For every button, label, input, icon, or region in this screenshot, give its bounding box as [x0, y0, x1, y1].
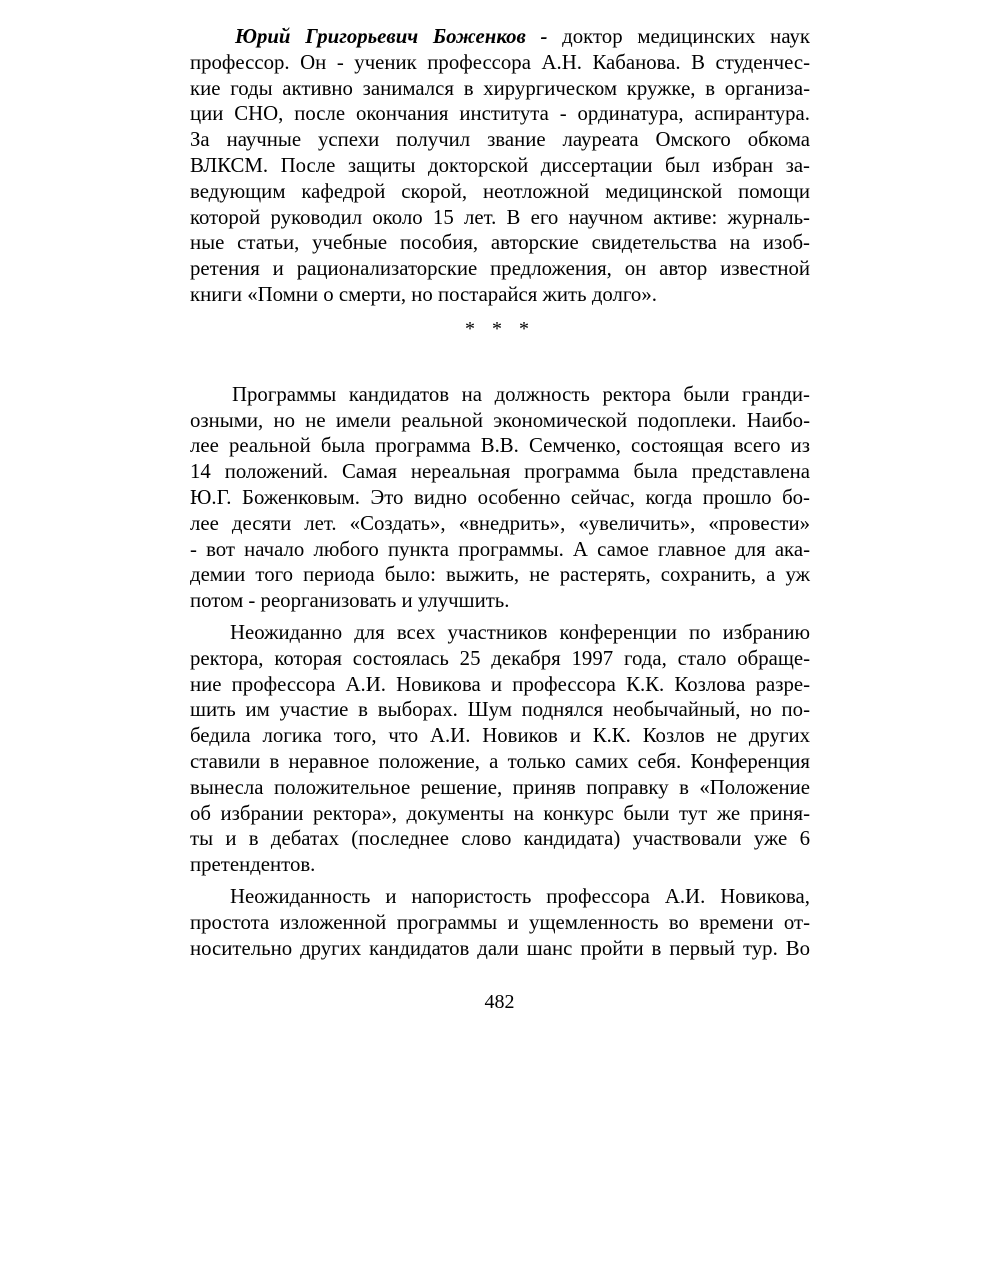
text-line: потом - реорганизовать и улучшить. — [190, 589, 510, 613]
text-line: лее десяти лет. «Создать», «внедрить», «увеличить», «провести» — [190, 511, 810, 535]
text-line: Неожиданность и напористость профессора А.И. Новикова, — [230, 884, 810, 908]
text-line: озными, но не имели реальной экономической подоплеки. Наибо- — [190, 408, 810, 432]
text-line: шить им участие в выборах. Шум поднялся необычайный, но по- — [190, 698, 810, 722]
text-line: профессор. Он - ученик профессора А.Н. Кабанова. В студенчес- — [190, 50, 810, 74]
text-line: лее реальной была программа В.В. Семченко, состоящая всего из — [190, 434, 810, 458]
text-line: книги «Помни о смерти, но постарайся жить долго». — [190, 282, 657, 306]
text-line: вынесла положительное решение, приняв поправку в «Положение — [190, 775, 810, 799]
text-line: ставили в неравное положение, а только самих себя. Конференция — [190, 749, 810, 773]
text-line: ретения и рационализаторские предложения, он автор известной — [190, 257, 810, 281]
bio-name: Юрий Григорьевич Боженков - — [235, 25, 548, 48]
bio-line: доктор медицинских наук — [547, 25, 810, 48]
spacer — [190, 342, 810, 382]
text-line: ты и в дебатах (последнее слово кандидата) участвовали уже 6 — [190, 827, 810, 851]
text-line: кие годы активно занимался в хирургическом кружке, в организа- — [190, 76, 810, 100]
text-line: ВЛКСМ. После защиты докторской диссертации был избран за- — [190, 153, 810, 177]
text-line: демии того периода было: выжить, не растерять, сохранить, а уж — [190, 563, 810, 587]
paragraph-3 — [190, 884, 810, 961]
section-separator: * * * — [465, 317, 535, 340]
text-line: простота изложенной программы и ущемленность во времени от- — [190, 910, 810, 934]
text-line: ние профессора А.И. Новикова и профессора К.К. Козлова разре- — [190, 672, 810, 696]
bio-paragraph — [190, 24, 810, 308]
text-line: ведующим кафедрой скорой, неотложной медицинской помощи — [190, 179, 810, 203]
text-line: претендентов. — [190, 853, 316, 877]
text-line: Программы кандидатов на должность ректора были гранди- — [232, 382, 810, 406]
text-line: ные статьи, учебные пособия, авторские свидетельства на изоб- — [190, 231, 810, 255]
text-line: За научные успехи получил звание лауреата Омского обкома — [190, 128, 810, 152]
text-line: - вот начало любого пункта программы. А самое главное для ака- — [190, 537, 810, 561]
text-line: 14 положений. Самая нереальная программа была представлена — [190, 460, 810, 484]
text-line: бедила логика того, что А.И. Новиков и К.К. Козлов не других — [190, 724, 810, 748]
paragraph-1 — [190, 382, 810, 614]
text-line: носительно других кандидатов дали шанс пройти в первый тур. Во — [190, 936, 810, 960]
text-line: ректора, которая состоялась 25 декабря 1997 года, стало обраще- — [190, 646, 810, 670]
paragraph-2 — [190, 620, 810, 878]
text-line — [190, 24, 810, 50]
text-line: которой руководил около 15 лет. В его научном активе: журналь- — [190, 205, 810, 229]
text-line: Неожиданно для всех участников конференции по избранию — [230, 620, 810, 644]
text-line: об избрании ректора», документы на конкурс были тут же приня- — [190, 801, 810, 825]
page-body — [190, 24, 810, 961]
text-line: Ю.Г. Боженковым. Это видно особенно сейчас, когда прошло бо- — [190, 485, 810, 509]
page-number: 482 — [484, 991, 515, 1013]
text-line: ции СНО, после окончания института - ординатура, аспирантура. — [190, 102, 810, 126]
